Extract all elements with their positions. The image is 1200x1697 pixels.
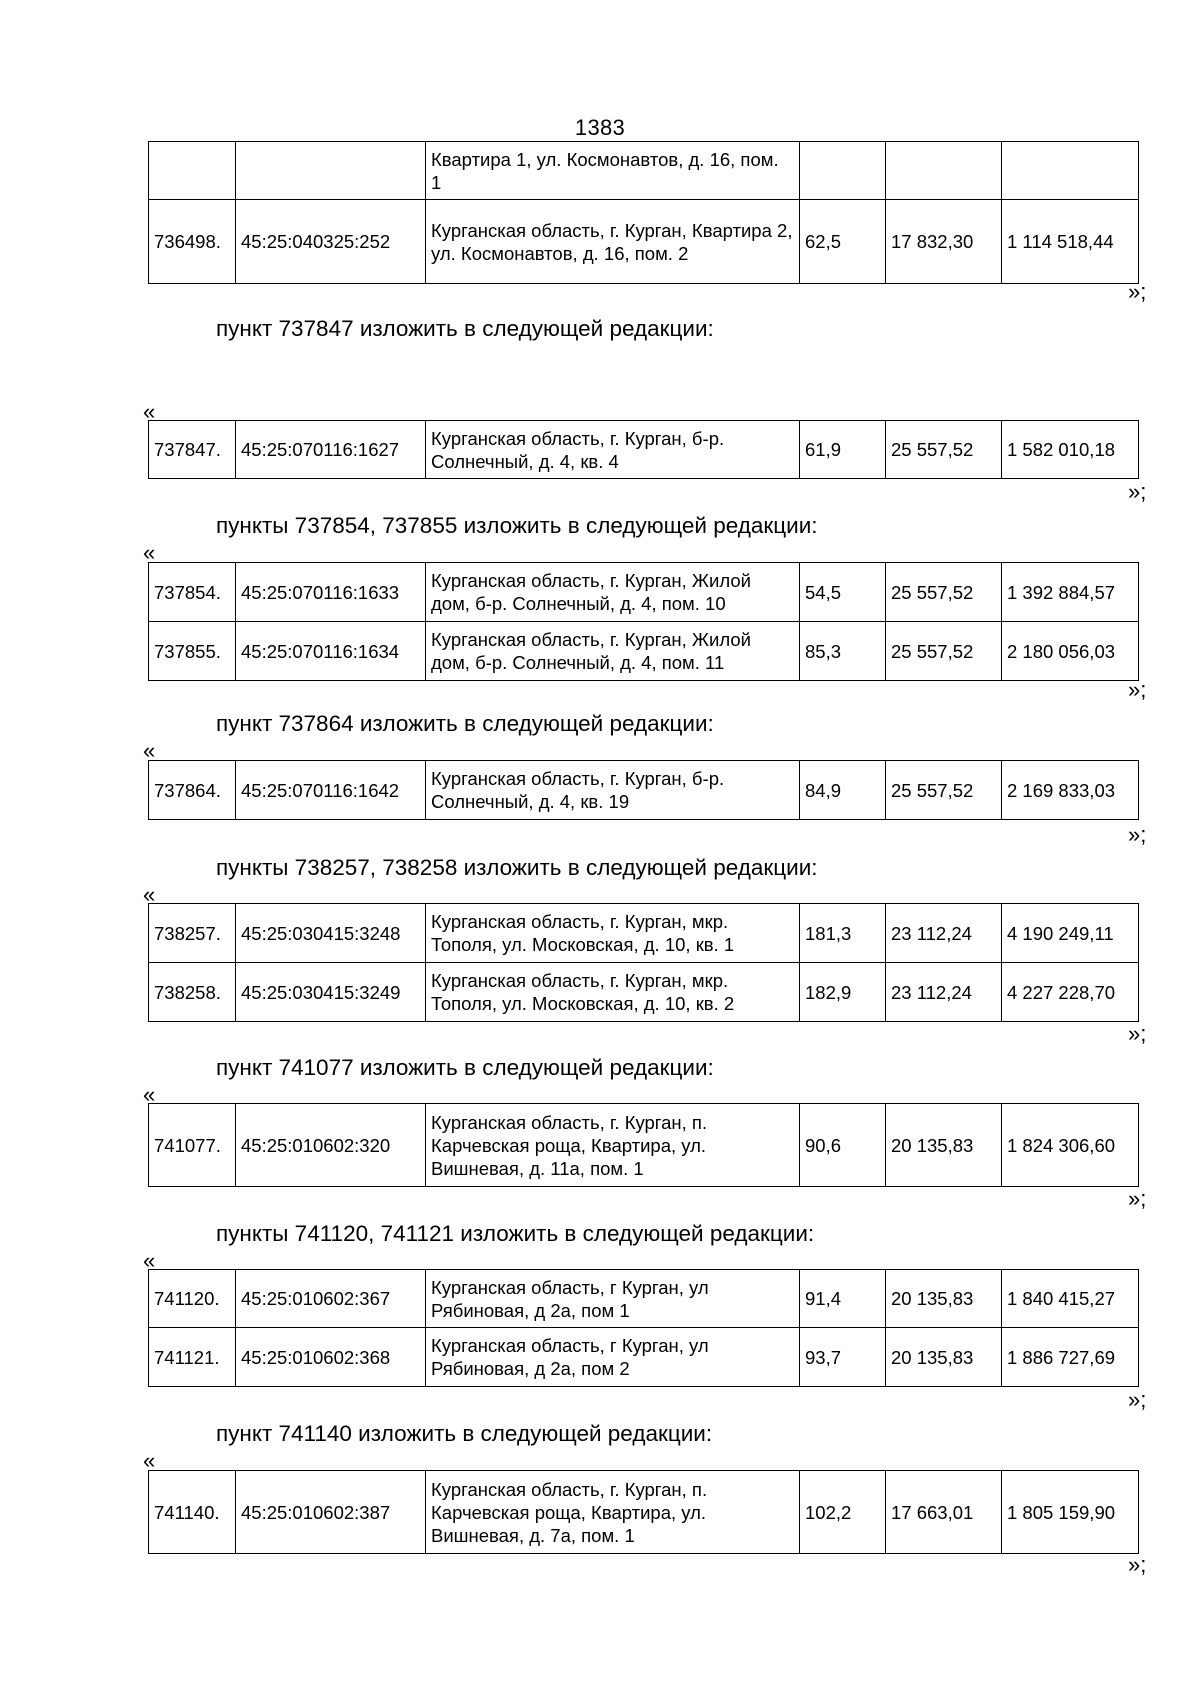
address-cell: Курганская область, г Курган, ул Рябиновая, д 2а, пом 1 <box>426 1270 800 1328</box>
cadastral-number-cell: 45:25:070116:1634 <box>236 622 426 681</box>
property-table <box>148 760 1139 820</box>
cadastral-number-cell: 45:25:010602:367 <box>236 1270 426 1328</box>
row-number-cell: 741140. <box>149 1471 236 1554</box>
cadastral-rate-cell: 25 557,52 <box>886 761 1002 820</box>
cadastral-rate-cell: 23 112,24 <box>886 904 1002 963</box>
cadastral-value-cell: 4 190 249,11 <box>1002 904 1139 963</box>
cadastral-rate-cell: 23 112,24 <box>886 963 1002 1022</box>
row-number-cell: 736498. <box>149 200 236 284</box>
address-cell: Курганская область, г. Курган, Жилой дом, б-р. Солнечный, д. 4, пом. 10 <box>426 563 800 622</box>
open-quote: « <box>143 399 156 424</box>
area-cell: 102,2 <box>800 1471 886 1554</box>
amendment-instruction: пункт 737864 изложить в следующей редакции: <box>216 711 714 736</box>
cadastral-rate-cell: 20 135,83 <box>886 1270 1002 1328</box>
table-row <box>149 421 1139 479</box>
cadastral-value-cell: 1 805 159,90 <box>1002 1471 1139 1554</box>
area-cell: 90,6 <box>800 1104 886 1187</box>
cadastral-value-cell: 1 392 884,57 <box>1002 563 1139 622</box>
area-cell: 84,9 <box>800 761 886 820</box>
close-quote: »; <box>1128 1186 1147 1211</box>
address-cell: Курганская область, г. Курган, мкр. Тополя, ул. Московская, д. 10, кв. 1 <box>426 904 800 963</box>
property-table <box>148 562 1139 681</box>
area-cell <box>800 142 886 200</box>
cadastral-number-cell <box>236 142 426 200</box>
cadastral-value-cell <box>1002 142 1139 200</box>
close-quote: »; <box>1128 677 1147 702</box>
area-cell: 54,5 <box>800 563 886 622</box>
address-cell: Курганская область, г. Курган, мкр. Тополя, ул. Московская, д. 10, кв. 2 <box>426 963 800 1022</box>
address-cell: Квартира 1, ул. Космонавтов, д. 16, пом. 1 <box>426 142 800 200</box>
cadastral-value-cell: 1 824 306,60 <box>1002 1104 1139 1187</box>
cadastral-rate-cell: 25 557,52 <box>886 622 1002 681</box>
cadastral-number-cell: 45:25:070116:1642 <box>236 761 426 820</box>
area-cell: 181,3 <box>800 904 886 963</box>
address-cell: Курганская область, г. Курган, б-р. Солнечный, д. 4, кв. 19 <box>426 761 800 820</box>
row-number-cell <box>149 142 236 200</box>
cadastral-value-cell: 1 840 415,27 <box>1002 1270 1139 1328</box>
row-number-cell: 737847. <box>149 421 236 479</box>
cadastral-rate-cell: 20 135,83 <box>886 1104 1002 1187</box>
area-cell: 93,7 <box>800 1328 886 1387</box>
table-row <box>149 761 1139 820</box>
area-cell: 85,3 <box>800 622 886 681</box>
close-quote: »; <box>1128 1552 1147 1577</box>
page-number: 1383 <box>574 115 626 140</box>
address-cell: Курганская область, г. Курган, Квартира 2, ул. Космонавтов, д. 16, пом. 2 <box>426 200 800 284</box>
table-row <box>149 622 1139 681</box>
amendment-instruction: пункт 737847 изложить в следующей редакции: <box>216 316 714 341</box>
row-number-cell: 737854. <box>149 563 236 622</box>
row-number-cell: 738258. <box>149 963 236 1022</box>
table-row <box>149 1104 1139 1187</box>
area-cell: 61,9 <box>800 421 886 479</box>
cadastral-number-cell: 45:25:070116:1627 <box>236 421 426 479</box>
cadastral-number-cell: 45:25:010602:387 <box>236 1471 426 1554</box>
cadastral-value-cell: 2 169 833,03 <box>1002 761 1139 820</box>
property-table <box>148 903 1139 1022</box>
table-row <box>149 142 1139 200</box>
row-number-cell: 741121. <box>149 1328 236 1387</box>
cadastral-value-cell: 1 582 010,18 <box>1002 421 1139 479</box>
cadastral-value-cell: 1 114 518,44 <box>1002 200 1139 284</box>
row-number-cell: 737864. <box>149 761 236 820</box>
close-quote: »; <box>1128 1021 1147 1046</box>
table-row <box>149 963 1139 1022</box>
amendment-instruction: пункты 738257, 738258 изложить в следующей редакции: <box>216 855 818 880</box>
cadastral-value-cell: 4 227 228,70 <box>1002 963 1139 1022</box>
property-table <box>148 1470 1139 1554</box>
open-quote: « <box>143 882 156 907</box>
cadastral-rate-cell <box>886 142 1002 200</box>
amendment-instruction: пункт 741140 изложить в следующей редакции: <box>216 1421 713 1446</box>
row-number-cell: 741077. <box>149 1104 236 1187</box>
property-table <box>148 141 1139 284</box>
cadastral-rate-cell: 20 135,83 <box>886 1328 1002 1387</box>
cadastral-number-cell: 45:25:030415:3249 <box>236 963 426 1022</box>
table-row <box>149 1328 1139 1387</box>
amendment-instruction: пункт 741077 изложить в следующей редакции: <box>216 1055 714 1080</box>
property-table <box>148 420 1139 479</box>
table-row <box>149 904 1139 963</box>
cadastral-rate-cell: 25 557,52 <box>886 421 1002 479</box>
area-cell: 91,4 <box>800 1270 886 1328</box>
close-quote: »; <box>1128 1387 1147 1412</box>
table-row <box>149 1270 1139 1328</box>
row-number-cell: 738257. <box>149 904 236 963</box>
property-table <box>148 1103 1139 1187</box>
area-cell: 182,9 <box>800 963 886 1022</box>
row-number-cell: 741120. <box>149 1270 236 1328</box>
address-cell: Курганская область, г. Курган, п. Карчевская роща, Квартира, ул. Вишневая, д. 7а, пом. 1 <box>426 1471 800 1554</box>
cadastral-rate-cell: 25 557,52 <box>886 563 1002 622</box>
open-quote: « <box>143 738 156 763</box>
close-quote: »; <box>1128 279 1147 304</box>
cadastral-number-cell: 45:25:010602:368 <box>236 1328 426 1387</box>
cadastral-number-cell: 45:25:070116:1633 <box>236 563 426 622</box>
table-row <box>149 200 1139 284</box>
cadastral-rate-cell: 17 663,01 <box>886 1471 1002 1554</box>
table-row <box>149 1471 1139 1554</box>
amendment-instruction: пункты 741120, 741121 изложить в следующей редакции: <box>216 1221 815 1246</box>
area-cell: 62,5 <box>800 200 886 284</box>
property-table <box>148 1269 1139 1387</box>
close-quote: »; <box>1128 822 1147 847</box>
cadastral-number-cell: 45:25:030415:3248 <box>236 904 426 963</box>
cadastral-number-cell: 45:25:010602:320 <box>236 1104 426 1187</box>
amendment-instruction: пункты 737854, 737855 изложить в следующей редакции: <box>216 513 818 538</box>
address-cell: Курганская область, г. Курган, б-р. Солнечный, д. 4, кв. 4 <box>426 421 800 479</box>
open-quote: « <box>143 1082 156 1107</box>
address-cell: Курганская область, г Курган, ул Рябиновая, д 2а, пом 2 <box>426 1328 800 1387</box>
open-quote: « <box>143 1248 156 1273</box>
row-number-cell: 737855. <box>149 622 236 681</box>
open-quote: « <box>143 1448 156 1473</box>
close-quote: »; <box>1128 479 1147 504</box>
open-quote: « <box>143 540 156 565</box>
cadastral-number-cell: 45:25:040325:252 <box>236 200 426 284</box>
table-row <box>149 563 1139 622</box>
address-cell: Курганская область, г. Курган, Жилой дом, б-р. Солнечный, д. 4, пом. 11 <box>426 622 800 681</box>
cadastral-rate-cell: 17 832,30 <box>886 200 1002 284</box>
cadastral-value-cell: 2 180 056,03 <box>1002 622 1139 681</box>
cadastral-value-cell: 1 886 727,69 <box>1002 1328 1139 1387</box>
address-cell: Курганская область, г. Курган, п. Карчевская роща, Квартира, ул. Вишневая, д. 11а, пом. 1 <box>426 1104 800 1187</box>
